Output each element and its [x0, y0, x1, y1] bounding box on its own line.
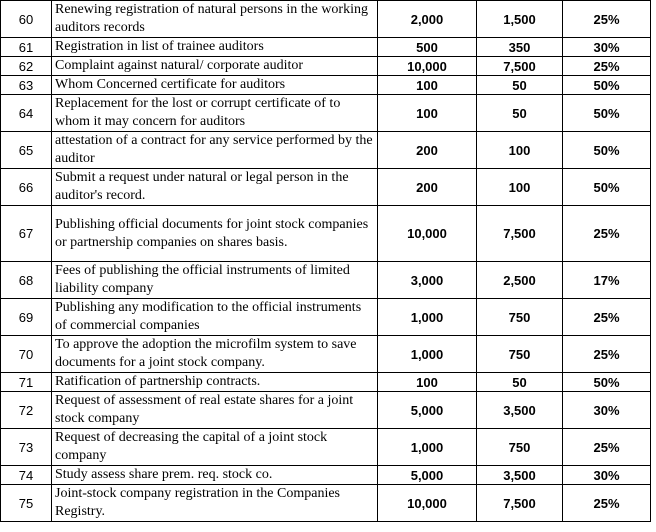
row-reduced-value: 50 [477, 95, 563, 132]
row-reduced-value: 7,500 [477, 57, 563, 76]
row-description: Joint-stock company registration in the Companies Registry. [52, 485, 378, 522]
row-fee-value: 1,000 [378, 299, 477, 336]
row-reduced-value: 50 [477, 76, 563, 95]
row-percentage: 50% [563, 373, 651, 392]
row-reduced-value: 7,500 [477, 485, 563, 522]
row-description: Publishing any modification to the official instruments of commercial companies [52, 299, 378, 336]
row-reduced-value: 100 [477, 132, 563, 169]
row-number: 68 [1, 262, 52, 299]
row-number: 60 [1, 1, 52, 38]
row-description: Submit a request under natural or legal person in the auditor's record. [52, 169, 378, 206]
row-description: Request of assessment of real estate shares for a joint stock company [52, 392, 378, 429]
table-row [1, 1, 651, 38]
row-number: 72 [1, 392, 52, 429]
row-fee-value: 100 [378, 76, 477, 95]
row-reduced-value: 750 [477, 299, 563, 336]
row-number: 65 [1, 132, 52, 169]
row-number: 64 [1, 95, 52, 132]
row-number: 70 [1, 336, 52, 373]
row-reduced-value: 750 [477, 336, 563, 373]
row-description: Request of decreasing the capital of a joint stock company [52, 429, 378, 466]
table-row [1, 466, 651, 485]
row-percentage: 50% [563, 76, 651, 95]
table-row [1, 38, 651, 57]
row-fee-value: 200 [378, 132, 477, 169]
row-description: Ratification of partnership contracts. [52, 373, 378, 392]
row-description: Complaint against natural/ corporate auditor [52, 57, 378, 76]
table-row [1, 206, 651, 262]
row-description: attestation of a contract for any service performed by the auditor [52, 132, 378, 169]
row-fee-value: 200 [378, 169, 477, 206]
row-number: 61 [1, 38, 52, 57]
row-percentage: 25% [563, 336, 651, 373]
row-description: Study assess share prem. req. stock co. [52, 466, 378, 485]
row-fee-value: 100 [378, 95, 477, 132]
row-percentage: 17% [563, 262, 651, 299]
row-reduced-value: 1,500 [477, 1, 563, 38]
row-percentage: 30% [563, 38, 651, 57]
table-row [1, 429, 651, 466]
row-reduced-value: 50 [477, 373, 563, 392]
row-fee-value: 10,000 [378, 57, 477, 76]
table-row [1, 95, 651, 132]
row-percentage: 25% [563, 206, 651, 262]
row-number: 67 [1, 206, 52, 262]
row-description: Whom Concerned certificate for auditors [52, 76, 378, 95]
table-row [1, 57, 651, 76]
row-percentage: 25% [563, 57, 651, 76]
table-row [1, 485, 651, 522]
table-row [1, 169, 651, 206]
row-reduced-value: 350 [477, 38, 563, 57]
table-row [1, 132, 651, 169]
row-fee-value: 10,000 [378, 206, 477, 262]
row-description: Publishing official documents for joint stock companies or partnership companies on shares basis. [52, 206, 378, 262]
row-fee-value: 1,000 [378, 429, 477, 466]
row-number: 71 [1, 373, 52, 392]
row-reduced-value: 750 [477, 429, 563, 466]
row-percentage: 50% [563, 132, 651, 169]
table-row [1, 299, 651, 336]
row-number: 73 [1, 429, 52, 466]
row-reduced-value: 100 [477, 169, 563, 206]
table-row [1, 336, 651, 373]
row-number: 63 [1, 76, 52, 95]
row-fee-value: 10,000 [378, 485, 477, 522]
row-fee-value: 3,000 [378, 262, 477, 299]
row-fee-value: 1,000 [378, 336, 477, 373]
row-fee-value: 2,000 [378, 1, 477, 38]
row-fee-value: 100 [378, 373, 477, 392]
row-fee-value: 5,000 [378, 466, 477, 485]
row-number: 69 [1, 299, 52, 336]
row-reduced-value: 3,500 [477, 392, 563, 429]
table-row [1, 76, 651, 95]
row-percentage: 25% [563, 1, 651, 38]
row-description: Registration in list of trainee auditors [52, 38, 378, 57]
table-row [1, 392, 651, 429]
row-description: Replacement for the lost or corrupt certificate of to whom it may concern for auditors [52, 95, 378, 132]
row-number: 62 [1, 57, 52, 76]
row-reduced-value: 3,500 [477, 466, 563, 485]
row-reduced-value: 2,500 [477, 262, 563, 299]
table-row [1, 262, 651, 299]
row-description: Fees of publishing the official instruments of limited liability company [52, 262, 378, 299]
row-number: 75 [1, 485, 52, 522]
row-description: To approve the adoption the microfilm system to save documents for a joint stock company. [52, 336, 378, 373]
row-fee-value: 5,000 [378, 392, 477, 429]
row-percentage: 50% [563, 95, 651, 132]
row-description: Renewing registration of natural persons in the working auditors records [52, 1, 378, 38]
row-percentage: 25% [563, 485, 651, 522]
table-row [1, 373, 651, 392]
row-percentage: 30% [563, 466, 651, 485]
row-percentage: 30% [563, 392, 651, 429]
row-fee-value: 500 [378, 38, 477, 57]
row-percentage: 25% [563, 299, 651, 336]
row-percentage: 50% [563, 169, 651, 206]
row-percentage: 25% [563, 429, 651, 466]
row-number: 74 [1, 466, 52, 485]
row-reduced-value: 7,500 [477, 206, 563, 262]
row-number: 66 [1, 169, 52, 206]
